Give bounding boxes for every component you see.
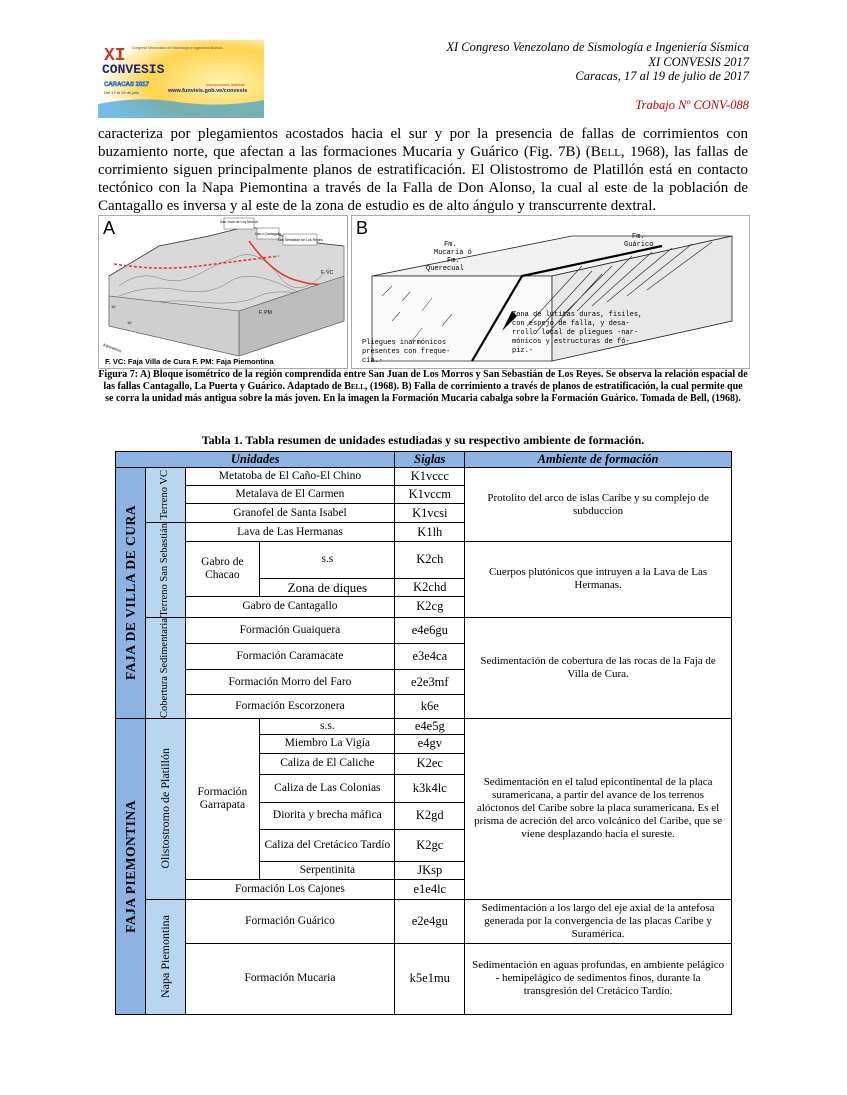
- sigla-cell: K2gc: [395, 829, 465, 861]
- header-unidades: Unidades: [116, 452, 395, 468]
- sigla-cell: K2ch: [395, 542, 465, 579]
- logo-dates: Del 17 al 19 de julio: [104, 90, 140, 95]
- panel-a-letter: A: [103, 218, 116, 238]
- ambiente-cell: Sedimentación en el talud epicontinental de la placa suramericana, a partir del avance de los terrenos alóctonos del Caribe sobre la placa suramericana. Es el prisma de acreción del arco volcánico del Caribe, que se viene desplazando hacia el sureste.: [465, 718, 732, 899]
- fold-note-1: Pliegues inarmónicos: [362, 339, 447, 347]
- sigla-cell: e4e6gu: [395, 617, 465, 643]
- band-label-pm: FAJA PIEMONTINA: [122, 799, 138, 933]
- figure-caption: [98, 369, 748, 404]
- band-faja-piemontina: [116, 718, 146, 1014]
- logo-subtitle: Congreso Venezolano de Sismología e Ingeniería Sísmica: [132, 46, 223, 50]
- sigla-cell: K1vcsi: [395, 504, 465, 523]
- sigla-cell: e3e4ca: [395, 643, 465, 669]
- header-ambiente: Ambiente de formación: [465, 452, 732, 468]
- sigla-cell: k6e: [395, 694, 465, 718]
- sigla-cell: e4gv: [395, 734, 465, 753]
- logo-city: CARACAS 2017: [104, 82, 150, 88]
- unit-group-cell: Gabro de Chacao: [185, 542, 260, 597]
- group-terreno-san-sebastian: [145, 523, 185, 618]
- label-san-sebastian: San Sebastián de Los Reyes: [277, 238, 323, 242]
- table-title: Tabla 1. Tabla resumen de unidades estudiadas y su respectivo ambiente de formación.: [201, 433, 645, 447]
- logo-url: www.funvisis.gob.ve/convesis: [168, 88, 248, 94]
- header-edition: XI CONVESIS 2017: [648, 54, 749, 69]
- sigla-cell: K2gd: [395, 802, 465, 829]
- body-paragraph: [98, 125, 748, 215]
- sigla-cell: K1lh: [395, 523, 465, 542]
- logo-signup: Inscripciones abiertas: [206, 82, 245, 87]
- table-row: [116, 899, 732, 943]
- zone-note-5: piz.-: [512, 347, 534, 355]
- unit-cell: Formación Escorzonera: [185, 694, 395, 718]
- unit-cell: Granofel de Santa Isabel: [185, 504, 395, 523]
- group-label-cobertura: Cobertura Sedimentaria: [159, 617, 171, 718]
- band-label-vc: FAJA DE VILLA DE CURA: [122, 505, 138, 681]
- unit-group-cell: Formación Garrapata: [185, 718, 260, 879]
- convesis-logo: [98, 40, 264, 118]
- unit-cell: Miembro La Vigía: [260, 734, 395, 753]
- table-row: [116, 617, 732, 643]
- sigla-cell: e2e4gu: [395, 899, 465, 943]
- sigla-cell: K2cg: [395, 596, 465, 617]
- band-faja-villa-de-cura: [116, 468, 146, 719]
- label-querecual: Querecual: [426, 265, 464, 273]
- scale-km: Kilómetros: [102, 342, 123, 354]
- unit-cell: Gabro de Cantagallo: [185, 596, 395, 617]
- table-header-row: [116, 452, 732, 468]
- ambiente-cell: Sedimentación a los largo del eje axial de la antefosa generada por la convergencia de las placas Caribe y Suramérica.: [465, 899, 732, 943]
- sigla-cell: K1vccc: [395, 468, 465, 486]
- figure-7a-block-diagram: [98, 215, 348, 369]
- sigla-cell: e4e5g: [395, 718, 465, 734]
- header-place-date: Caracas, 17 al 19 de julio de 2017: [575, 69, 749, 83]
- table-row: [116, 542, 732, 579]
- ambiente-cell: Protolito del arco de islas Caribe y su complejo de subduccion: [465, 468, 732, 542]
- group-label-terreno-vc: Terreno VC: [159, 470, 171, 520]
- label-fm-1: Fm.: [444, 241, 457, 249]
- unit-cell: Formación Los Cajones: [185, 879, 395, 899]
- unit-cell: Caliza de El Caliche: [260, 753, 395, 774]
- unit-cell: Caliza del Cretácico Tardío: [260, 829, 395, 861]
- caption-part-2: , (1968). B) Falla de corrimiento a través de planos de estratificación, la cual permite que se corra la unidad más antigua sobre la más joven. En la imagen la Formación Mucaria cabalga sobre la Formación Guárico. Tomada de Bell, (1968).: [105, 380, 743, 404]
- unit-cell: Lava de Las Hermanas: [185, 523, 395, 542]
- zone-note-3: rrollo local de pliegues -nar-: [512, 329, 639, 337]
- group-label-terreno-ss: Terreno San Sebastián: [159, 523, 171, 617]
- header-conference-name: XI Congreso Venezolano de Sismología e Ingeniería Sísmica: [446, 40, 749, 54]
- unit-cell: Formación Guárico: [185, 899, 395, 943]
- unit-cell: Metalava de El Carmen: [185, 486, 395, 504]
- group-label-napa: Napa Piemontina: [157, 915, 172, 999]
- group-olistostromo: [145, 718, 185, 899]
- figure-7b-thrust-fault: [351, 215, 750, 369]
- unit-cell: Formación Guaiquera: [185, 617, 395, 643]
- caption-part-1: Figura 7: A) Bloque isométrico de la región comprendida entre San Juan de Los Morros y San Sebastián de Los Reyes. Se observa la relación espacial de las fallas Cantagallo, La Puerta y Guárico. Adaptado de: [98, 369, 748, 392]
- unit-cell: Metatoba de El Caño-El Chino: [185, 468, 395, 486]
- sigla-cell: k5e1mu: [395, 943, 465, 1014]
- caption-author: Bell: [344, 380, 365, 392]
- unit-cell: s.s: [260, 542, 395, 579]
- zone-note-1: Zona de lutitas duras, fisiles,: [512, 311, 643, 319]
- unit-cell: Formación Mucaria: [185, 943, 395, 1014]
- figure-a-legend: F. VC: Faja Villa de Cura F. PM: Faja Piemontina: [105, 357, 274, 366]
- units-table: [115, 451, 732, 1015]
- conference-header: [329, 40, 749, 112]
- label-san-juan: San Juan de Los Morros: [219, 220, 259, 224]
- ambiente-cell: Cuerpos plutónicos que intruyen a la Lava de Las Hermanas.: [465, 542, 732, 618]
- scale-10-a: 10: [111, 304, 116, 309]
- label-mucaria: Mucaria ó: [434, 249, 472, 257]
- logo-graphic: [98, 40, 264, 118]
- label-cantagallo: Cerro Cantagallo: [254, 232, 282, 236]
- group-terreno-vc: [145, 468, 185, 523]
- label-fm-3: Fm.: [632, 233, 645, 241]
- zone-note-2: con espejo de falla, y desa-: [512, 320, 630, 328]
- para-author: Bell: [590, 144, 621, 160]
- header-siglas: Siglas: [395, 452, 465, 468]
- unit-cell: Caliza de Las Colonias: [260, 774, 395, 802]
- panel-b-letter: B: [356, 218, 369, 238]
- sigla-cell: e2e3mf: [395, 670, 465, 695]
- para-part-1: caracteriza por plegamientos acostados hacia el sur y por la presencia de fallas de corrimientos con buzamiento norte, que afectan a las formaciones Mucaria y Guárico (Fig. 7B) (: [98, 126, 748, 160]
- ambiente-cell: Sedimentación de cobertura de las rocas de la Faja de Villa de Cura.: [465, 617, 732, 718]
- sigla-cell: JKsp: [395, 861, 465, 879]
- sigla-cell: K1vccm: [395, 486, 465, 504]
- sigla-cell: K2ec: [395, 753, 465, 774]
- sigla-cell: k3k4lc: [395, 774, 465, 802]
- label-fpm: F. PM: [259, 310, 272, 316]
- isometric-block-drawing: [99, 216, 347, 368]
- table-row: [116, 468, 732, 486]
- group-label-olistostromo: Olistostromo de Platillón: [157, 748, 172, 870]
- header-paper-number: Trabajo Nº CONV-088: [635, 97, 749, 112]
- thrust-fault-drawing: [352, 216, 749, 368]
- logo-xi: XI: [104, 46, 126, 66]
- unit-cell: Zona de diques: [260, 578, 395, 596]
- sigla-cell: e1e4lc: [395, 879, 465, 899]
- label-fm-2: Fm.: [447, 257, 460, 265]
- label-guarico: Guárico: [624, 241, 654, 249]
- table-row: [116, 718, 732, 734]
- unit-cell: Formación Morro del Faro: [185, 670, 395, 695]
- fold-note-2: presentes con freque-: [362, 348, 451, 356]
- logo-convesis: CONVESIS: [102, 62, 165, 77]
- group-napa-piemontina: [145, 899, 185, 1014]
- scale-10-b: 10: [127, 320, 132, 325]
- unit-cell: Serpentinita: [260, 861, 395, 879]
- group-cobertura: [145, 617, 185, 718]
- sigla-cell: K2chd: [395, 578, 465, 596]
- zone-note-4: mónicos y estructuras de fó-: [512, 338, 630, 346]
- table-row: [116, 943, 732, 1014]
- ambiente-cell: Sedimentación en aguas profundas, en ambiente pelágico - hemipelágico de sedimentos finos, durante la transgresión del Cretácico Tardío.: [465, 943, 732, 1014]
- para-part-2: , 1968), las fallas de corrimiento siguen principalmente planos de estratificación. El Olistostromo de Platillón está en contacto tectónico con la Napa Piemontina a través de la Falla de Don Alonso, la cual al este de la población de Cantagallo es inversa y al este de la zona de estudio es de alto ángulo y transcurrente dextral.: [98, 144, 748, 214]
- unit-cell: Formación Caramacate: [185, 643, 395, 669]
- unit-cell: s.s.: [260, 718, 395, 734]
- fold-note-3: cia.-: [362, 357, 384, 365]
- label-fvc: F. VC: [321, 270, 334, 276]
- unit-cell: Diorita y brecha máfica: [260, 802, 395, 829]
